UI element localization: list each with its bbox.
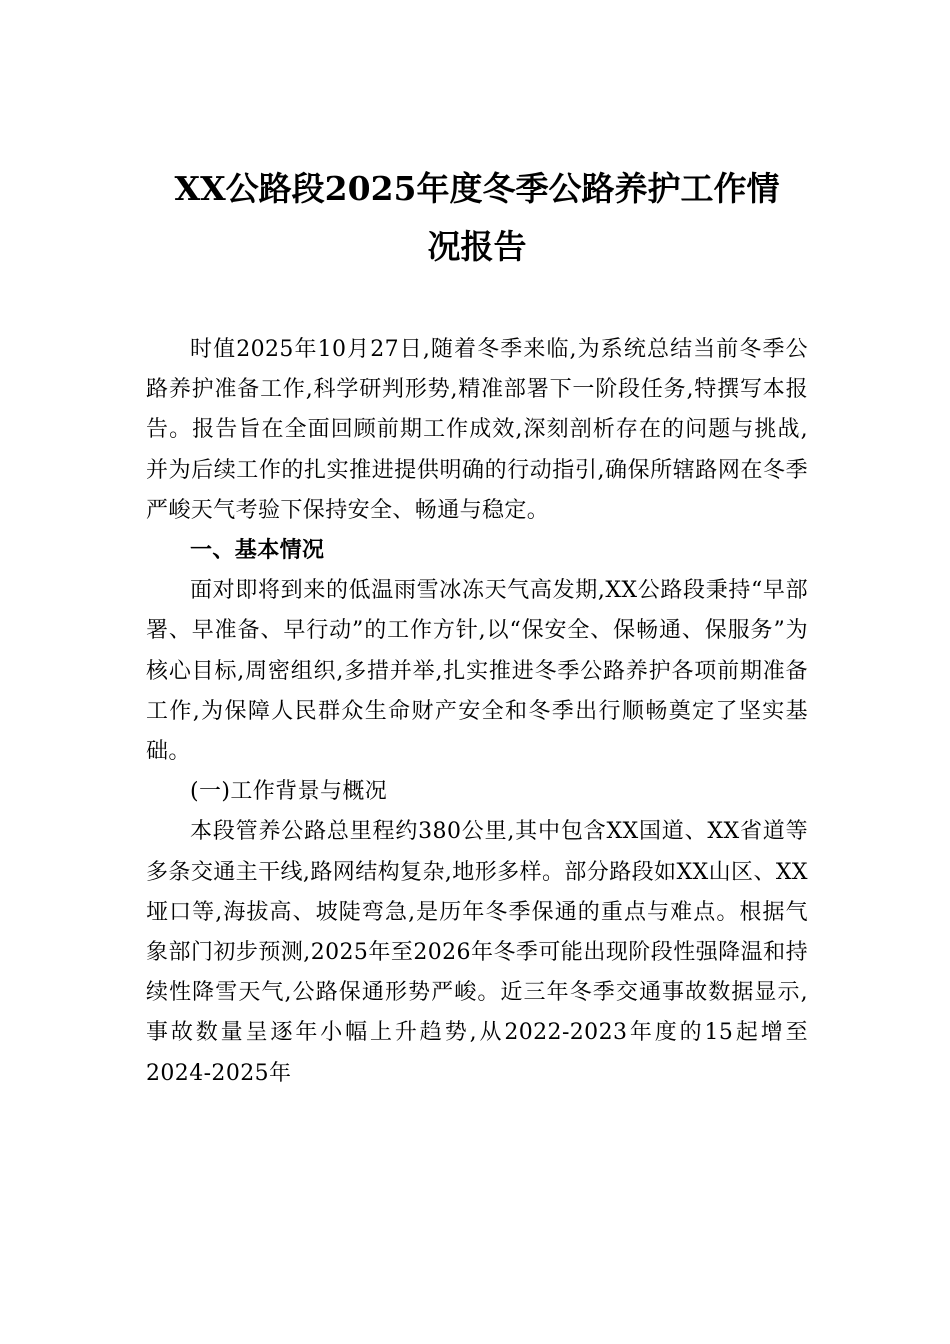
subsection-heading-background: (一)工作背景与概况 (190, 779, 388, 805)
section-basic-situation-paragraph: 面对即将到来的低温雨雪冰冻天气高发期,XX公路段秉持“早部署、早准备、早行动”的工作方针,以“保安全、保畅通、保服务”为核心目标,周密组织,多措并举,扎实推进冬季公路养护各项前期准备工作,为保障人民群众生命财产安全和冬季出行顺畅奠定了坚实基础。 (146, 578, 808, 765)
report-title-line-1: XX公路段2025年度冬季公路养护工作情 (174, 169, 780, 208)
report-title (146, 160, 808, 276)
intro-paragraph: 时值2025年10月27日,随着冬季来临,为系统总结当前冬季公路养护准备工作,科学研判形势,精准部署下一阶段任务,特撰写本报告。报告旨在全面回顾前期工作成效,深刻剖析存在的问题与挑战,并为后续工作的扎实推进提供明确的行动指引,确保所辖路网在冬季严峻天气考验下保持安全、畅通与稳定。 (146, 337, 808, 523)
subsection-background-paragraph: 本段管养公路总里程约380公里,其中包含XX国道、XX省道等多条交通主干线,路网结构复杂,地形多样。部分路段如XX山区、XX垭口等,海拔高、坡陡弯急,是历年冬季保通的重点与难点。根据气象部门初步预测,2025年至2026年冬季可能出现阶段性强降温和持续性降雪天气,公路保通形势严峻。近三年冬季交通事故数据显示,事故数量呈逐年小幅上升趋势,从2022-2023年度的15起增至2024-2025年 (146, 819, 808, 1086)
report-title-line-2: 况报告 (427, 227, 527, 266)
report-body (146, 330, 808, 1094)
section-heading-basic-situation: 一、基本情况 (190, 538, 325, 564)
